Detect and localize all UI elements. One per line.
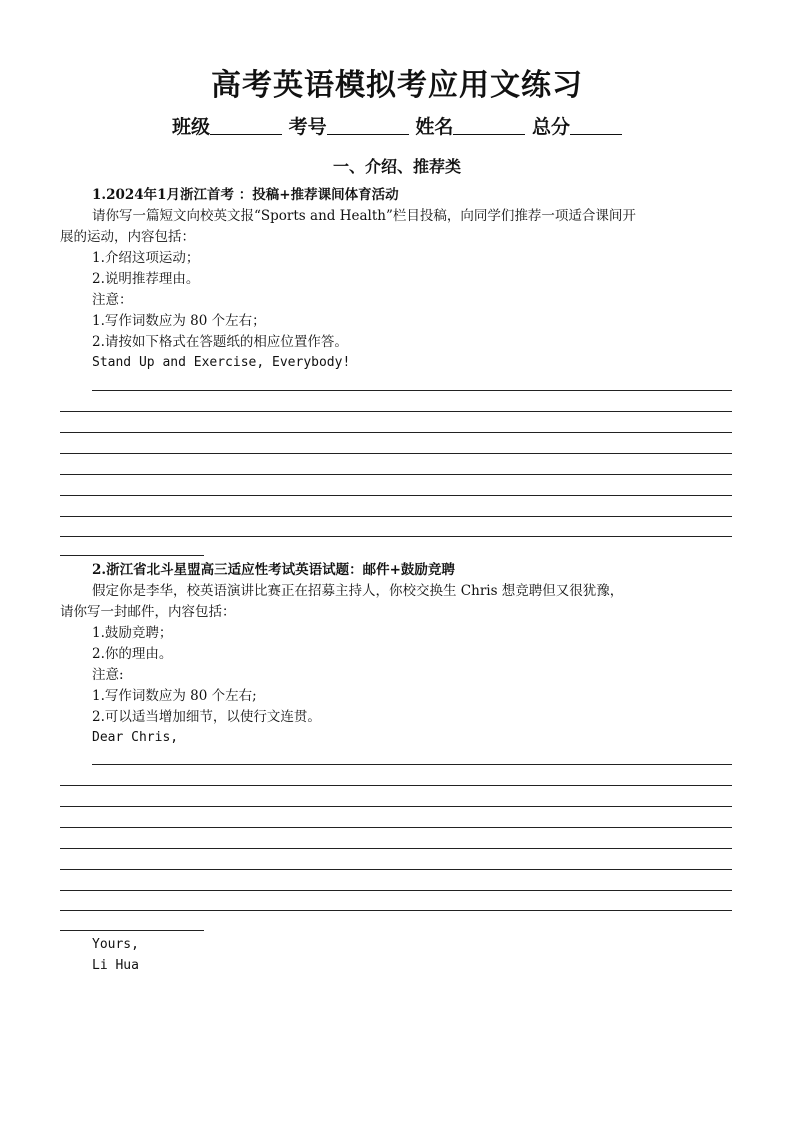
letter-signature: Li Hua bbox=[92, 958, 139, 973]
class-blank[interactable] bbox=[210, 116, 282, 135]
answer-line[interactable] bbox=[60, 516, 732, 517]
score-blank[interactable] bbox=[570, 116, 622, 135]
exam-number-label: 考号 bbox=[288, 116, 327, 138]
answer-line[interactable] bbox=[60, 411, 732, 412]
letter-closing: Yours, bbox=[92, 937, 139, 952]
task2-note-label: 注意: bbox=[92, 667, 124, 683]
answer-line[interactable] bbox=[60, 827, 732, 828]
task1-opening-line: Stand Up and Exercise, Everybody! bbox=[92, 355, 351, 370]
task2-point1: 1.鼓励竞聘； bbox=[92, 625, 173, 641]
task1-prompt-line1: 请你写一篇短文向校英文报“Sports and Health”栏目投稿，向同学们推荐一项适合课间开 bbox=[92, 208, 636, 224]
answer-line[interactable] bbox=[60, 495, 732, 496]
name-blank[interactable] bbox=[453, 116, 525, 135]
answer-line[interactable] bbox=[60, 869, 732, 870]
task2-point2: 2.你的理由。 bbox=[92, 646, 173, 662]
answer-line[interactable] bbox=[60, 890, 732, 891]
task1-point2: 2.说明推荐理由。 bbox=[92, 271, 200, 287]
task2-note1: 1.写作词数应为 80 个左右; bbox=[92, 688, 257, 704]
answer-line[interactable] bbox=[60, 848, 732, 849]
task2-prompt-line1: 假定你是李华，校英语演讲比赛正在招募主持人，你校交换生 Chris 想竞聘但又很犹豫， bbox=[92, 583, 624, 599]
page-title: 高考英语模拟考应用文练习 bbox=[211, 68, 583, 103]
score-label: 总分 bbox=[531, 116, 570, 138]
student-info-row bbox=[0, 112, 794, 139]
task1-heading: 1.2024年1月浙江首考 ：投稿+推荐课间体育活动 bbox=[92, 187, 399, 203]
answer-line[interactable] bbox=[60, 536, 732, 537]
answer-line[interactable] bbox=[92, 764, 732, 765]
answer-line-short[interactable] bbox=[60, 555, 204, 556]
task2-note2: 2.可以适当增加细节，以使行文连贯。 bbox=[92, 709, 321, 725]
answer-line[interactable] bbox=[60, 806, 732, 807]
task2-heading: 2.浙江省北斗星盟高三适应性考试英语试题：邮件+鼓励竞聘 bbox=[92, 562, 455, 578]
section-title: 一、介绍、推荐类 bbox=[332, 157, 461, 176]
task1-note1: 1.写作词数应为 80 个左右； bbox=[92, 313, 266, 329]
answer-line[interactable] bbox=[60, 474, 732, 475]
task1-prompt-line2: 展的运动，内容包括： bbox=[60, 229, 195, 245]
exam-number-blank[interactable] bbox=[327, 116, 409, 135]
answer-line-short[interactable] bbox=[60, 930, 204, 931]
answer-line[interactable] bbox=[60, 910, 732, 911]
name-label: 姓名 bbox=[415, 116, 454, 138]
answer-line[interactable] bbox=[60, 453, 732, 454]
task1-point1: 1.介绍这项运动； bbox=[92, 250, 200, 266]
task2-opening-line: Dear Chris, bbox=[92, 730, 179, 745]
task1-note2: 2.请按如下格式在答题纸的相应位置作答。 bbox=[92, 334, 348, 350]
answer-line[interactable] bbox=[60, 432, 732, 433]
answer-line[interactable] bbox=[60, 785, 732, 786]
class-label: 班级 bbox=[172, 116, 211, 138]
answer-line[interactable] bbox=[92, 390, 732, 391]
task2-prompt-line2: 请你写一封邮件，内容包括： bbox=[60, 604, 236, 620]
task1-note-label: 注意： bbox=[92, 292, 133, 308]
